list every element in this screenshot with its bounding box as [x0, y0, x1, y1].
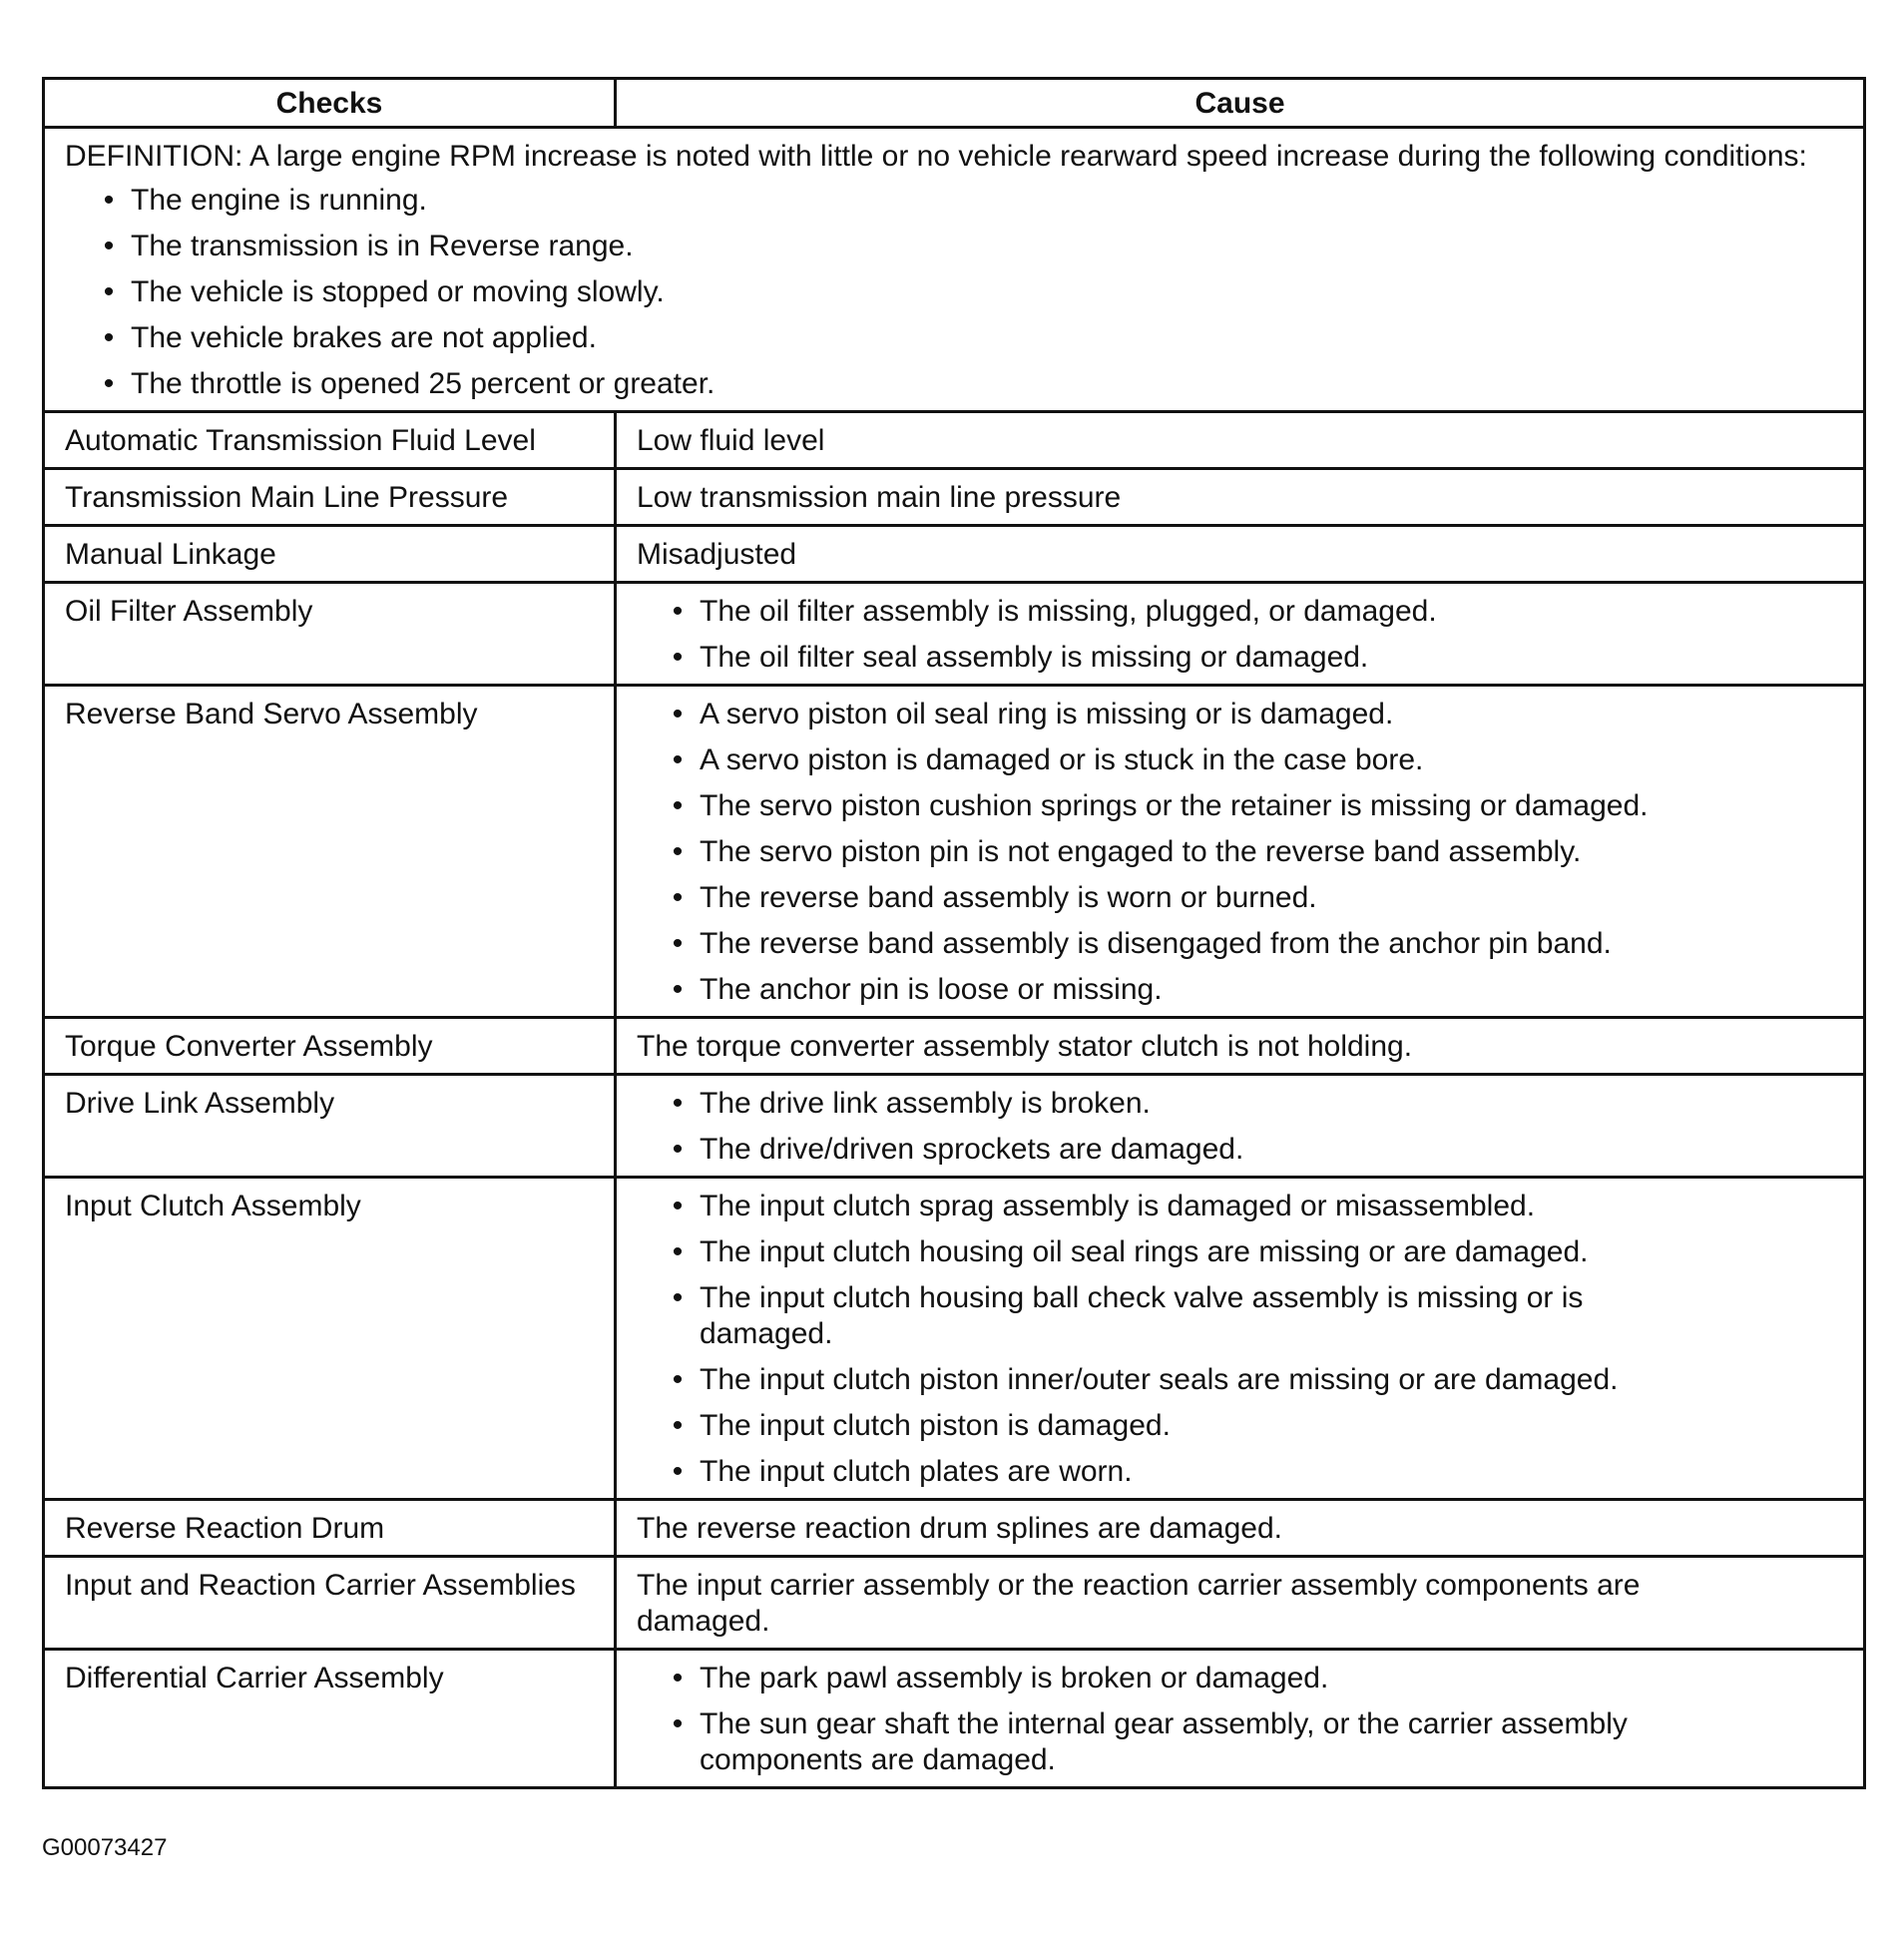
- cause-cell: [616, 1075, 1865, 1178]
- table-row: [44, 583, 1865, 686]
- bullet-icon: •: [672, 1662, 684, 1694]
- bullet-icon: •: [103, 367, 115, 400]
- cause-bullet-text: The oil filter seal assembly is missing or damaged.: [700, 641, 1369, 674]
- cause-bullet-text: The input clutch plates are worn.: [700, 1455, 1133, 1488]
- bullet-icon: •: [672, 1455, 684, 1488]
- check-cell: Reverse Reaction Drum: [44, 1500, 616, 1557]
- cause-bullet: [667, 1706, 1701, 1778]
- checks-header: Checks: [44, 79, 616, 128]
- definition-bullet: [98, 320, 1851, 356]
- definition-bullet: [98, 183, 1851, 219]
- table-row: [44, 469, 1865, 526]
- cause-cell: [616, 686, 1865, 1018]
- cause-bullet-list: [667, 1189, 1701, 1490]
- bullet-icon: •: [672, 789, 684, 822]
- cause-bullet-list: [667, 594, 1701, 676]
- cause-bullet: [667, 1234, 1701, 1270]
- cause-cell: [616, 583, 1865, 686]
- cause-bullet: [667, 1362, 1701, 1398]
- bullet-icon: •: [672, 641, 684, 674]
- cause-bullet-list: [667, 1086, 1701, 1168]
- cause-bullet: [667, 1661, 1701, 1696]
- table-row: [44, 412, 1865, 469]
- bullet-icon: •: [672, 1409, 684, 1442]
- cause-bullet-text: The drive link assembly is broken.: [700, 1087, 1151, 1120]
- cause-bullet-text: The input clutch sprag assembly is damaged or misassembled.: [700, 1190, 1536, 1222]
- cause-bullet-text: The input clutch housing ball check valve assembly is missing or is damaged.: [700, 1281, 1584, 1350]
- cause-bullet: [667, 742, 1701, 778]
- check-cell: Oil Filter Assembly: [44, 583, 616, 686]
- cause-bullet: [667, 1408, 1701, 1444]
- definition-bullet-text: The vehicle brakes are not applied.: [131, 321, 597, 354]
- cause-bullet-text: The servo piston pin is not engaged to the reverse band assembly.: [700, 835, 1582, 868]
- bullet-icon: •: [103, 184, 115, 217]
- check-cell: Automatic Transmission Fluid Level: [44, 412, 616, 469]
- definition-bullet-text: The throttle is opened 25 percent or greater.: [131, 367, 715, 400]
- table-row: [44, 526, 1865, 583]
- cause-bullet-text: The reverse band assembly is worn or burned.: [700, 881, 1317, 914]
- cause-cell: Low transmission main line pressure: [616, 469, 1865, 526]
- definition-text: DEFINITION: A large engine RPM increase is noted with little or no vehicle rearward speed increase during the following conditions:: [65, 140, 1807, 173]
- bullet-icon: •: [672, 1281, 684, 1314]
- definition-bullet-text: The vehicle is stopped or moving slowly.: [131, 275, 665, 308]
- definition-row: [44, 128, 1865, 412]
- table-row: [44, 1650, 1865, 1788]
- bullet-icon: •: [103, 321, 115, 354]
- bullet-icon: •: [672, 1190, 684, 1222]
- header-row: [44, 79, 1865, 128]
- table-row: [44, 1500, 1865, 1557]
- cause-cell: The input carrier assembly or the reaction carrier assembly components are damaged.: [616, 1557, 1865, 1650]
- cause-bullet-text: The input clutch piston is damaged.: [700, 1409, 1171, 1442]
- cause-bullet-text: The input clutch housing oil seal rings are missing or are damaged.: [700, 1235, 1589, 1268]
- check-cell: Drive Link Assembly: [44, 1075, 616, 1178]
- cause-bullet: [667, 834, 1701, 870]
- table-row: [44, 1018, 1865, 1075]
- bullet-icon: •: [672, 927, 684, 960]
- cause-bullet: [667, 697, 1701, 732]
- cause-bullet: [667, 1086, 1701, 1122]
- bullet-icon: •: [672, 595, 684, 628]
- cause-bullet-text: The anchor pin is loose or missing.: [700, 973, 1163, 1006]
- bullet-icon: •: [672, 1133, 684, 1166]
- bullet-icon: •: [103, 230, 115, 262]
- cause-bullet-text: A servo piston oil seal ring is missing or is damaged.: [700, 698, 1394, 730]
- cause-cell: The reverse reaction drum splines are damaged.: [616, 1500, 1865, 1557]
- cause-bullet: [667, 880, 1701, 916]
- cause-bullet-text: The servo piston cushion springs or the retainer is missing or damaged.: [700, 789, 1649, 822]
- table-row: [44, 1557, 1865, 1650]
- document-page: [42, 77, 1863, 1789]
- cause-cell: Misadjusted: [616, 526, 1865, 583]
- definition-bullet-text: The engine is running.: [131, 184, 427, 217]
- cause-bullet-text: The drive/driven sprockets are damaged.: [700, 1133, 1244, 1166]
- table-row: [44, 1178, 1865, 1500]
- cause-bullet-text: A servo piston is damaged or is stuck in the case bore.: [700, 743, 1424, 776]
- cause-bullet: [667, 788, 1701, 824]
- definition-bullet: [98, 366, 1851, 402]
- definition-bullet: [98, 229, 1851, 264]
- check-cell: Input Clutch Assembly: [44, 1178, 616, 1500]
- cause-bullet: [667, 1189, 1701, 1224]
- cause-bullet: [667, 1280, 1701, 1352]
- definition-bullet-list: [98, 183, 1851, 402]
- check-cell: Manual Linkage: [44, 526, 616, 583]
- cause-bullet-text: The reverse band assembly is disengaged from the anchor pin band.: [700, 927, 1612, 960]
- diagnostic-table: [42, 77, 1866, 1789]
- cause-bullet: [667, 594, 1701, 630]
- bullet-icon: •: [672, 973, 684, 1006]
- cause-header: Cause: [616, 79, 1865, 128]
- bullet-icon: •: [672, 881, 684, 914]
- bullet-icon: •: [672, 1235, 684, 1268]
- cause-cell: [616, 1178, 1865, 1500]
- bullet-icon: •: [672, 835, 684, 868]
- cause-bullet-text: The oil filter assembly is missing, plugged, or damaged.: [700, 595, 1437, 628]
- cause-cell: The torque converter assembly stator clutch is not holding.: [616, 1018, 1865, 1075]
- bullet-icon: •: [672, 1087, 684, 1120]
- bullet-icon: •: [672, 1707, 684, 1740]
- bullet-icon: •: [672, 1363, 684, 1396]
- cause-bullet: [667, 1454, 1701, 1490]
- cause-bullet: [667, 1132, 1701, 1168]
- cause-bullet-text: The park pawl assembly is broken or damaged.: [700, 1662, 1329, 1694]
- cause-cell: [616, 1650, 1865, 1788]
- table-row: [44, 1075, 1865, 1178]
- definition-bullet-text: The transmission is in Reverse range.: [131, 230, 634, 262]
- cause-bullet: [667, 972, 1701, 1008]
- definition-cell: [44, 128, 1865, 412]
- bullet-icon: •: [672, 698, 684, 730]
- check-cell: Transmission Main Line Pressure: [44, 469, 616, 526]
- cause-bullet-list: [667, 697, 1701, 1008]
- check-cell: Torque Converter Assembly: [44, 1018, 616, 1075]
- cause-cell: Low fluid level: [616, 412, 1865, 469]
- bullet-icon: •: [103, 275, 115, 308]
- definition-bullet: [98, 274, 1851, 310]
- check-cell: Reverse Band Servo Assembly: [44, 686, 616, 1018]
- figure-id: G00073427: [42, 1834, 168, 1861]
- cause-bullet-text: The sun gear shaft the internal gear assembly, or the carrier assembly components are damaged.: [700, 1707, 1628, 1776]
- cause-bullet: [667, 926, 1701, 962]
- cause-bullet-list: [667, 1661, 1701, 1778]
- cause-bullet-text: The input clutch piston inner/outer seals are missing or are damaged.: [700, 1363, 1619, 1396]
- check-cell: Differential Carrier Assembly: [44, 1650, 616, 1788]
- cause-bullet: [667, 640, 1701, 676]
- table-row: [44, 686, 1865, 1018]
- check-cell: Input and Reaction Carrier Assemblies: [44, 1557, 616, 1650]
- bullet-icon: •: [672, 743, 684, 776]
